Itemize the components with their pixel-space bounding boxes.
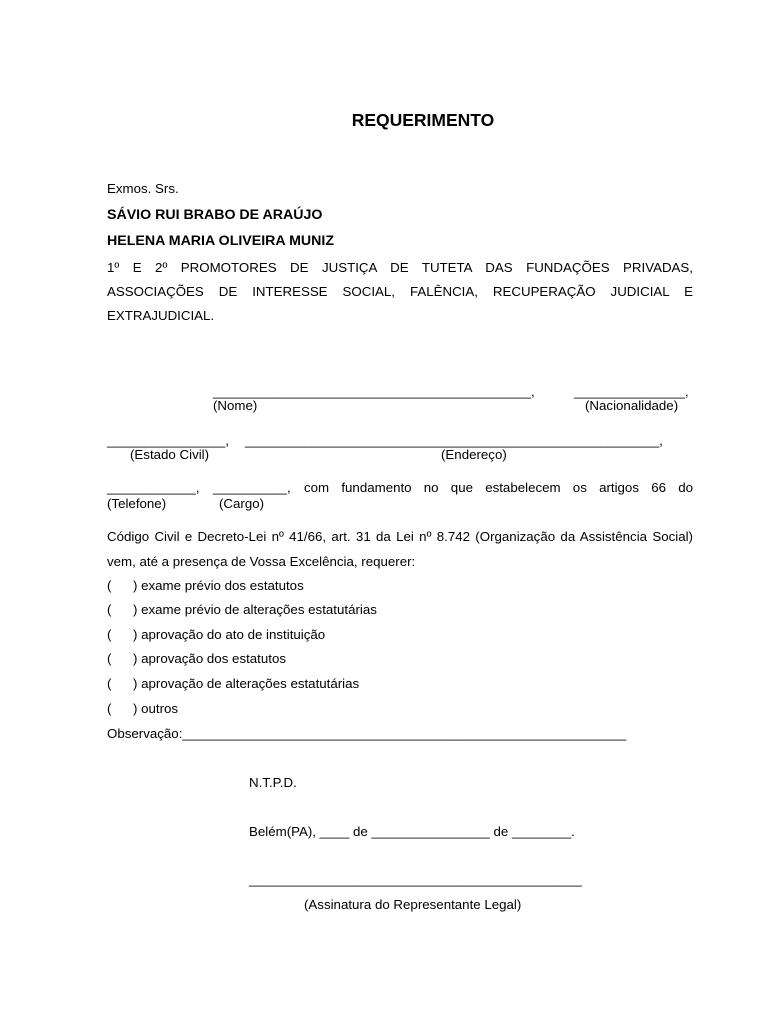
name-blank: ___________________________________________, bbox=[213, 384, 535, 399]
civil-status-blank: ________________, bbox=[107, 433, 230, 448]
option-label: ) aprovação de alterações estatutárias bbox=[133, 676, 360, 691]
checkbox-paren[interactable]: ( bbox=[107, 651, 112, 666]
address-blank: ________________________________________________________, bbox=[245, 433, 663, 448]
salutation: Exmos. Srs. bbox=[107, 181, 179, 196]
checkbox-paren[interactable]: ( bbox=[107, 578, 112, 593]
nationality-blank: _______________, bbox=[574, 384, 689, 399]
role-line-2: ASSOCIAÇÕES DE INTERESSE SOCIAL, FALÊNCIA, RECUPERAÇÃO JUDICIAL E bbox=[107, 284, 693, 299]
option-label: ) aprovação dos estatutos bbox=[133, 651, 287, 666]
signature-label: (Assinatura do Representante Legal) bbox=[304, 897, 522, 912]
phone-blank: ____________, bbox=[107, 480, 200, 495]
option-item bbox=[107, 578, 304, 594]
closing-text: N.T.P.D. bbox=[249, 775, 297, 790]
body-line-2: vem, até a presença de Vossa Excelência, requerer: bbox=[107, 554, 416, 569]
role-blank: __________, bbox=[213, 480, 291, 495]
date-line[interactable]: Belém(PA), ____ de ________________ de ________. bbox=[249, 824, 575, 839]
option-item bbox=[107, 651, 286, 667]
body-line-1: Código Civil e Decreto-Lei nº 41/66, art. 31 da Lei nº 8.742 (Organização da Assistência Social) bbox=[107, 529, 693, 544]
option-item bbox=[107, 627, 325, 643]
option-item bbox=[107, 602, 377, 618]
checkbox-paren[interactable]: ( bbox=[107, 701, 112, 716]
observation-field[interactable]: Observação:____________________________________________________________ bbox=[107, 726, 627, 741]
phone-label: (Telefone) bbox=[107, 496, 167, 511]
checkbox-paren[interactable]: ( bbox=[107, 627, 112, 642]
addressee-1: SÁVIO RUI BRABO DE ARAÚJO bbox=[107, 207, 323, 223]
checkbox-paren[interactable]: ( bbox=[107, 602, 112, 617]
civil-status-label: (Estado Civil) bbox=[130, 447, 210, 462]
role-label: (Cargo) bbox=[219, 496, 265, 511]
legal-basis-text: com fundamento no que estabelecem os artigos 66 do bbox=[304, 480, 693, 495]
option-label: ) outros bbox=[133, 701, 179, 716]
option-item bbox=[107, 701, 178, 717]
signature-line[interactable]: _____________________________________________ bbox=[249, 872, 582, 887]
checkbox-paren[interactable]: ( bbox=[107, 676, 112, 691]
address-label: (Endereço) bbox=[441, 447, 507, 462]
option-label: ) exame prévio dos estatutos bbox=[133, 578, 304, 593]
role-line-1: 1º E 2º PROMOTORES DE JUSTIÇA DE TUTETA DAS FUNDAÇÕES PRIVADAS, bbox=[107, 260, 693, 275]
option-label: ) aprovação do ato de instituição bbox=[133, 627, 326, 642]
name-label: (Nome) bbox=[213, 398, 258, 413]
addressee-2: HELENA MARIA OLIVEIRA MUNIZ bbox=[107, 233, 334, 249]
role-line-3: EXTRAJUDICIAL. bbox=[107, 308, 215, 323]
option-label: ) exame prévio de alterações estatutárias bbox=[133, 602, 377, 617]
option-item bbox=[107, 676, 359, 692]
nationality-label: (Nacionalidade) bbox=[585, 398, 679, 413]
document-title: REQUERIMENTO bbox=[351, 110, 495, 130]
